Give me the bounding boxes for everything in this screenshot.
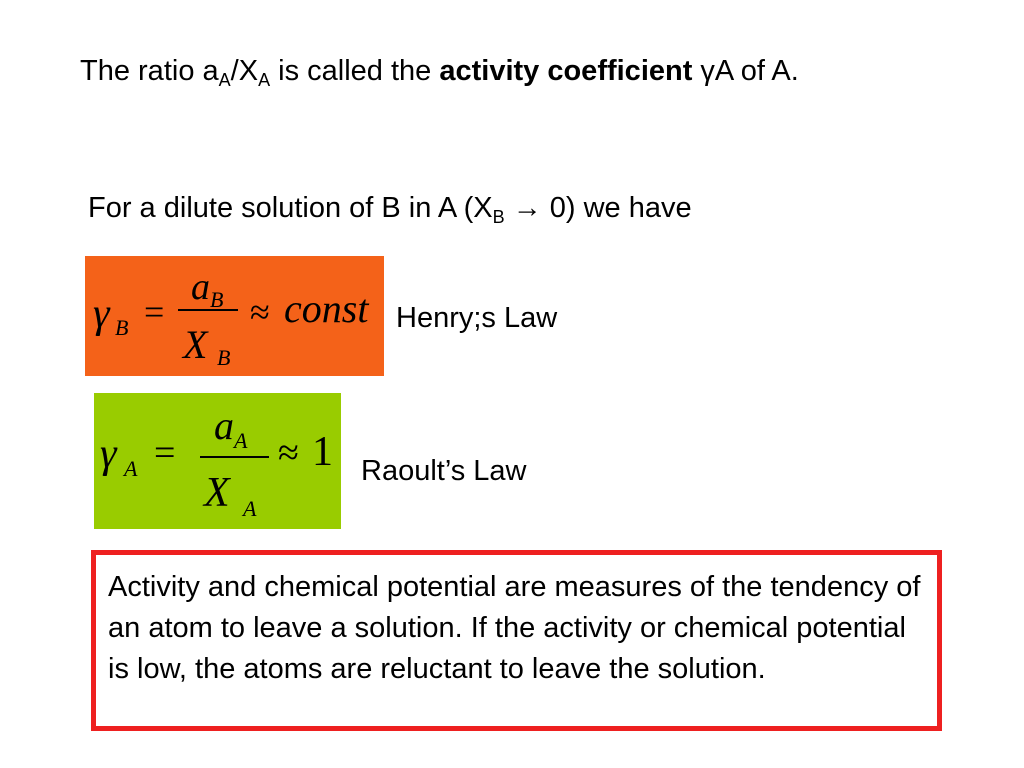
dilute-sub: B	[492, 207, 505, 227]
activity-note-box	[91, 550, 942, 731]
henry-denominator: X	[183, 322, 208, 367]
dilute-prefix: For a dilute solution of B in A (X	[88, 192, 493, 224]
raoult-denominator-sub: A	[243, 496, 257, 521]
intro-sub-x: A	[258, 70, 271, 90]
raoult-equals: =	[154, 432, 176, 474]
intro-suffix: γA of A.	[692, 55, 799, 87]
raoult-denominator: X	[204, 470, 230, 516]
henry-denominator-sub: B	[217, 345, 231, 370]
intro-slash-x: /X	[230, 55, 259, 87]
henry-gamma-sub: B	[115, 315, 129, 340]
henry-numerator: a	[191, 266, 210, 308]
raoult-rhs: 1	[312, 429, 333, 475]
henry-approx: ≈	[250, 292, 270, 332]
intro-middle: is called the	[270, 55, 440, 87]
raoult-law-label: Raoult’s Law	[361, 455, 527, 487]
intro-sub-a: A	[218, 70, 231, 90]
henry-law-label: Henry;s Law	[396, 302, 558, 334]
intro-prefix: The ratio a	[80, 55, 219, 87]
raoult-gamma-sub: A	[124, 456, 138, 481]
henry-equation-box	[85, 256, 384, 376]
raoult-numerator: a	[214, 403, 234, 448]
raoult-gamma: γ	[100, 431, 117, 477]
henry-numerator-sub: B	[210, 287, 224, 312]
activity-coefficient-definition	[80, 52, 920, 90]
henry-gamma: γ	[93, 291, 110, 337]
dilute-solution-statement	[88, 189, 692, 227]
intro-bold-term: activity coefficient	[439, 55, 693, 87]
henry-rhs: const	[284, 286, 369, 331]
activity-note-text: Activity and chemical potential are measures of the tendency of an atom to leave a solution. If the activity or chemical potential is low, the atoms are reluctant to leave the solution.	[108, 571, 921, 685]
raoult-approx: ≈	[278, 432, 299, 474]
henry-equals: =	[144, 292, 165, 332]
dilute-suffix: → 0) we have	[504, 192, 692, 224]
raoult-numerator-sub: A	[234, 428, 248, 453]
raoult-equation-box	[94, 393, 341, 529]
